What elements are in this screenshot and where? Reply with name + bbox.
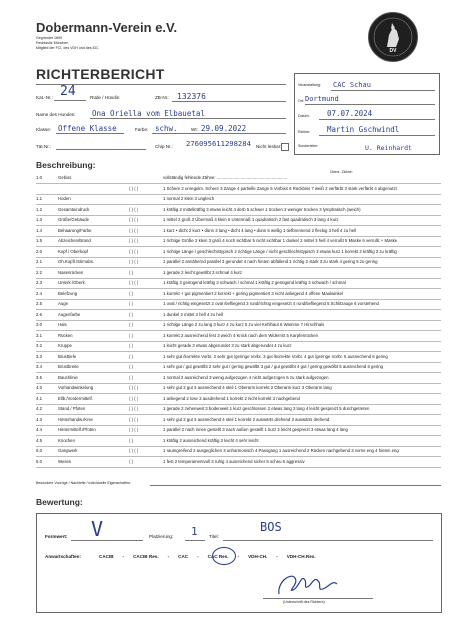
description-row — [36, 446, 441, 455]
row-label: Behaarung/Farbe — [58, 227, 92, 233]
row-label: Ellb./Vordermittelf. — [58, 395, 93, 401]
founded-line: Gegründet 1899 — [36, 36, 62, 40]
certificate-separator: - — [197, 554, 199, 559]
row-options: vollständig fehlende Zähne: ........................................................... — [163, 175, 288, 180]
row-label: Knochen — [58, 437, 75, 443]
row-options: 1 fest 2 temperamentvoll 3 ruhig 4 ausreichend sicher 5 scheu 6 aggressiv — [163, 458, 305, 464]
description-row — [36, 373, 441, 382]
row-number: 1.5 — [36, 238, 42, 243]
certificate-separator: - — [167, 554, 170, 559]
row-options: 1 anliegend 2 lose 3 ausdrehend 1 korrekt 2 nicht korrekt 3 nachgebend — [163, 395, 300, 401]
row-number: 4.2 — [36, 406, 42, 411]
birthdate-line — [152, 133, 286, 134]
row-number: 2.2 — [36, 269, 42, 275]
special-traits-label: Besondere Vorzüge / Nachteile / individuelle Eigenschaften: — [36, 481, 132, 485]
title-value: BOS — [260, 520, 282, 534]
row-checkbox-group[interactable]: ( ) — [129, 322, 134, 327]
placement-value: 1 — [191, 525, 198, 538]
certificate-option[interactable]: CACIB Res. — [133, 554, 159, 559]
description-row — [36, 247, 441, 256]
row-number: 3.5 — [36, 374, 42, 380]
row-label: Nasenrücken — [58, 269, 84, 275]
row-number: 5.0 — [36, 448, 42, 453]
row-separator — [36, 467, 441, 468]
certificates-list — [99, 554, 439, 559]
row-checkbox-group[interactable]: ( ) ( ) — [129, 385, 139, 390]
event-label: Veranstaltung: — [298, 83, 321, 87]
row-options: 1 parallel 2 annähernd parallel 3 gerundet 4 nach hinten abfallend 1 richtig 2 stark 3 zu stark 4 gering 5 zu gering — [163, 259, 378, 264]
club-logo — [368, 12, 418, 62]
description-row — [36, 194, 441, 203]
dog-name-value: Ona Oriella vom Elbauetal — [92, 109, 205, 118]
catalog-number-value: 24 — [60, 84, 76, 99]
stud-book-line — [172, 101, 286, 102]
row-label: Abzeichen/Brand — [58, 238, 91, 243]
row-checkbox-group[interactable]: ( ) — [129, 437, 134, 443]
stud-book-value: 132376 — [177, 92, 206, 101]
row-options: 1 leicht gerade 3 etwas abgerundet 3 zu stark abgerundet 4 zu kurz — [163, 343, 292, 348]
description-row — [36, 341, 441, 350]
row-options: 1 richtige Länge / geschlechtstypisch 2 richtige Länge / nicht geschlechtstypisch 3 etwas kurz 1 korrekt 2 kräftig 3 zu kräftig — [163, 248, 397, 254]
row-options: 1 kurz • dicht 2 kurz • dünn 3 lang • dicht 4 lang • dünn 5 wellig 1 tiefbrennend 2 fleckig 3 hell 4 zu hell — [163, 227, 357, 233]
class-label: Klasse: — [36, 127, 52, 132]
judge-label: Richter: — [298, 130, 311, 134]
description-row — [36, 205, 441, 214]
evaluation-title: Bewertung: — [36, 497, 83, 507]
row-number: 1.0 — [36, 175, 42, 180]
event-line — [331, 90, 435, 91]
chip-value: 276095611298284 — [186, 139, 251, 148]
description-row — [36, 383, 441, 392]
logo-letters: DV — [389, 48, 397, 54]
row-checkbox-group[interactable]: ( ) — [129, 374, 134, 380]
row-label: Hoden — [58, 196, 71, 201]
row-number: 2.6 — [36, 311, 42, 317]
description-row — [36, 394, 441, 403]
sex-label: Rüde / Hündin — [90, 95, 120, 100]
club-title: Dobermann-Verein e.V. — [36, 20, 178, 35]
row-label: Hinterhandw./Knie — [58, 416, 93, 422]
row-number: 4.4 — [36, 427, 42, 432]
row-options: 1 sehr gut /korrekte Vorbr. 2 sehr gut /geringe Vorbr. 3 gut /korrekte Vorbr. 4 gut /geringe Vorbr. 5 ausreichend 6 gering — [163, 353, 388, 359]
row-options: 1 Schere 2 unregelm. Schere 3 Zange 4 partielle Zange 5 Vorbiss 6 Rückbiss 7 weiß 2 verfärbt 3 stark verfärbt 4 abgenutzt — [163, 185, 397, 191]
description-row — [36, 289, 441, 298]
catalog-number-label: Kat.-Nr.: — [36, 95, 53, 100]
row-label: Hals — [58, 322, 67, 327]
row-checkbox-group[interactable]: ( ) ( ) — [129, 448, 139, 453]
certificate-option[interactable]: CAC Res. — [207, 554, 229, 559]
row-checkbox-group[interactable]: ( ) — [129, 290, 134, 296]
certificate-option[interactable]: VDH-CH.Res. — [286, 554, 316, 559]
judge-value: Martin Gschwindl — [327, 125, 400, 134]
date-line — [319, 119, 435, 120]
row-checkbox-group[interactable]: ( ) ( ) — [129, 395, 139, 401]
extra-teeth-label: Überz. Zähne: — [330, 170, 353, 174]
row-label: Gebiss — [58, 175, 72, 180]
row-number: 2.5 — [36, 301, 42, 306]
row-options: 1 richtige Länge 2 zu lang 3 kurz 4 zu kurz 5 zu viel Kehlhaut 6 Wamme 7 Hirschhals — [163, 322, 325, 327]
row-checkbox-group[interactable]: ( ) ( ) — [129, 238, 139, 243]
row-label: Kopf / Oberkopf — [58, 248, 89, 254]
row-checkbox-group[interactable]: ( ) — [129, 332, 134, 338]
row-label: Oh.Kopfl./Stirnabs. — [58, 259, 95, 264]
birthdate-label: Wt: — [191, 127, 198, 132]
certificates-label: Anwartschaften: — [45, 554, 81, 559]
certificate-separator: - — [276, 554, 278, 559]
row-options: 1 gerade 2 zehenweit 3 bodenweit 1 kurz geschlossen 2 etwas lang 3 lang 4 leicht gespreizt 5 durchgetreten — [163, 406, 370, 411]
row-options: 1 parallel 2 nach innen gestellt 3 nach außen gestellt 1 kurz 2 leicht gespreizt 3 etwas lang 4 lang — [163, 427, 348, 432]
certificate-option[interactable]: CAC — [178, 554, 189, 559]
row-number: 3.4 — [36, 364, 42, 369]
grade-line — [71, 540, 143, 541]
row-number: 3.0 — [36, 322, 42, 327]
row-options: 1 richtige Größe 2 klein 3 groß 4 noch sichtbar 5 nicht sichtbar 1 dunkel 2 mittel 3 hell 4 verrußt 5 Maske 6 verrußt + Maske — [163, 238, 398, 243]
description-row — [36, 310, 441, 319]
row-checkbox-group[interactable]: ( ) — [129, 343, 134, 348]
grade-label: Formwert: — [45, 534, 68, 539]
row-number: 1.3 — [36, 217, 42, 222]
row-label: Gangwerk — [58, 448, 78, 453]
row-options: 1 kräftig 2 mittelkräftig 3 etwas leicht 4 derb 5 schwer 1 trocken 2 weniger trocken 3 lymphatisch (weich) — [163, 206, 361, 212]
row-checkbox-group[interactable]: ( ) ( ) — [129, 206, 139, 212]
row-checkbox-group[interactable]: ( ) ( ) — [129, 248, 139, 254]
row-number: 4.0 — [36, 385, 42, 390]
row-options: 1 raumgreifend 2 ausgeglichen 3 unharmonisch 4 Passgang 1 ausreichend 2 Rücken nachgebend 3 vorne eng 4 hinten eng — [163, 448, 399, 453]
cac-circle — [212, 547, 236, 565]
description-row — [36, 173, 441, 182]
judge-line — [319, 135, 435, 136]
row-label: Größe/Gebäude — [58, 217, 90, 222]
row-options: 1 gerade 2 leicht gewölbt 3 schmal 4 kurz — [163, 269, 243, 275]
description-row — [36, 425, 441, 434]
title-line — [223, 540, 433, 541]
row-checkbox-group[interactable]: ( ) — [129, 364, 134, 369]
description-row — [36, 415, 441, 424]
row-number: 1.1 — [36, 196, 42, 201]
special-leader-label: Sonderleiter: — [298, 144, 319, 148]
row-options: 1 dunkel 2 mittel 3 hell 4 zu hell — [163, 311, 223, 317]
dog-name-label: Name des Hundes: — [36, 112, 76, 117]
unreadable-label: Nicht lesbar: — [256, 144, 282, 149]
row-label: Kruppe — [58, 343, 72, 348]
row-number: 4.1 — [36, 395, 42, 401]
row-checkbox-group[interactable]: ( ) ( ) — [129, 217, 139, 222]
row-checkbox-group[interactable]: ( ) ( ) — [129, 280, 139, 285]
row-label: Brusttiefe — [58, 353, 77, 359]
description-row — [36, 236, 441, 245]
row-checkbox-group[interactable]: ( ) ( ) — [129, 406, 139, 411]
row-label: Belefzung — [58, 290, 78, 296]
row-number: 3.1 — [36, 332, 42, 338]
place-line — [305, 104, 435, 105]
row-checkbox-group[interactable]: ( ) ( ) — [129, 427, 139, 432]
event-info-box — [294, 73, 440, 155]
row-options: 1 mittel 2 groß 3 Übermaß 4 klein 5 Untermaß 1 quadratisch 2 fast quadratisch 3 lang 4 kurz — [163, 217, 339, 222]
description-row — [36, 320, 441, 329]
row-label: Vorhandwinkelung — [58, 385, 94, 390]
row-checkbox-group[interactable]: ( ) — [129, 353, 134, 359]
membership-line: Mitglied der FCI, des VDH und des IDC — [36, 46, 99, 50]
certificate-separator: - — [237, 554, 240, 559]
birthdate-value: 29.09.2022 — [201, 124, 247, 133]
signature-label: (Unterschrift des Richters) — [283, 600, 325, 604]
row-number: 3.3 — [36, 353, 42, 359]
title-label: Titel: — [209, 534, 219, 539]
row-number: 6.0 — [36, 458, 42, 464]
row-number: 3.2 — [36, 343, 42, 348]
row-options: 1 normal 2 klein 3 ungleich — [163, 196, 215, 201]
row-options: 1 kräftig 2 ausreichend kräftig 3 leicht 4 sehr leicht — [163, 437, 259, 443]
unreadable-checkbox[interactable] — [281, 143, 289, 151]
evaluation-box — [36, 513, 442, 613]
chip-label: Chip Nr.: — [155, 144, 173, 149]
special-traits-line — [150, 485, 441, 486]
color-label: Farbe: — [135, 127, 149, 132]
row-checkbox-group[interactable]: ( ) ( ) — [129, 185, 139, 191]
row-number: 2.3 — [36, 280, 42, 285]
description-row — [36, 352, 441, 361]
description-row — [36, 404, 441, 413]
placement-label: Platzierung: — [149, 534, 174, 539]
row-options: 1 korrekt 2 ausreichend fest 3 weich 4 Knick nach dem Widerrist 5 Karpfenrücken — [163, 332, 319, 338]
row-number: 4.3 — [36, 416, 42, 422]
row-number: 2.0 — [36, 248, 42, 254]
row-checkbox-group[interactable]: ( ) ( ) — [129, 227, 139, 233]
description-title: Beschreibung: — [36, 160, 96, 170]
row-label: Auge — [58, 301, 69, 306]
row-number: 1.4 — [36, 227, 42, 233]
row-options: 1 normal 2 ausreichend 3 wenig aufgezogen 4 nicht aufgezogen 5 zu stark aufgezogen — [163, 374, 329, 380]
row-number: 1.2 — [36, 206, 42, 212]
row-number: 2.4 — [36, 290, 42, 296]
description-row — [36, 457, 441, 466]
row-checkbox-group[interactable]: ( ) ( ) — [129, 416, 139, 422]
seat-line: Rechtssitz München — [36, 41, 69, 45]
row-label: Brustbreite — [58, 364, 79, 369]
row-options: 1 korrekt + gut pigmentiert 2 korrekt + gering pigmentiert 3 nicht anliegend 4 offene Maulwinkel — [163, 290, 344, 296]
class-value: Offene Klasse — [58, 124, 117, 133]
description-row — [36, 362, 441, 371]
event-value: CAC Schau — [333, 81, 371, 89]
special-leader-value: U. Reinhardt — [365, 144, 412, 152]
grade-value: V — [91, 517, 104, 541]
description-row — [36, 299, 441, 308]
date-value: 07.07.2024 — [327, 109, 373, 118]
description-row — [36, 268, 441, 277]
row-options: 1 sehr gut 2 gut 3 ausreichend 4 steil 1 korrekt 2 auswärts drehend 3 auswärts drehend — [163, 416, 330, 422]
row-checkbox-group[interactable]: ( ) — [129, 269, 134, 275]
certificate-option[interactable]: CACIB — [99, 554, 114, 559]
row-label: Bauchlinie — [58, 374, 78, 380]
dog-name-line — [90, 118, 286, 119]
description-row — [36, 226, 441, 235]
row-label: Rücken — [58, 332, 73, 338]
judge-signature — [273, 566, 343, 600]
row-label: Wesen — [58, 458, 72, 464]
description-row — [36, 257, 441, 266]
row-label: Stand / Pfoten — [58, 406, 86, 411]
row-options: 1 sehr gut 2 gut 3 ausreichend 4 steil 1 Oberarm korrekt 2 Oberarm kurz 3 Oberarm lang — [163, 385, 332, 390]
row-checkbox-group[interactable]: ( ) — [129, 311, 134, 317]
row-label: Hintermittelf./Pfoten — [58, 427, 96, 432]
row-options: 1 oval / richtig eingesetzt 2 oval /tiefliegend 3 rund/richtig eingesetzt 4 rund/tiefliegend 5 Schlitzauge 6 vorstehend — [163, 301, 379, 306]
description-row — [36, 215, 441, 224]
description-row — [36, 278, 441, 287]
signature-line — [263, 598, 373, 599]
row-number: 2.1 — [36, 259, 42, 264]
description-row — [36, 331, 441, 340]
stud-book-label: ZB-Nr.: — [155, 95, 170, 100]
row-checkbox-group[interactable]: ( ) — [129, 301, 134, 306]
row-options: 1 kräftig 2 genügend kräftig 3 schwach / schmal 1 kräftig 2 genügend kräftig 3 schwach / schmal — [163, 280, 346, 285]
class-line — [56, 133, 124, 134]
catalog-number-line — [54, 100, 86, 101]
row-options: 1 sehr gut / gut gewölbt 2 sehr gut / gering gewölbt 3 gut / gut gewölbt 4 gut / gering gewölbt 5 ausreichend 6 gering — [163, 364, 384, 369]
placement-line — [185, 540, 205, 541]
row-label: Gesamteindruck — [58, 206, 90, 212]
place-value: Dortmund — [305, 95, 339, 103]
row-number: 4.5 — [36, 437, 42, 443]
tattoo-label: Tät.Nr.: — [36, 144, 52, 149]
date-label: Datum: — [298, 114, 310, 118]
row-label: Unterk./Oberk. — [58, 280, 86, 285]
report-title: RICHTERBERICHT — [36, 66, 165, 82]
row-checkbox-group[interactable]: ( ) ( ) — [129, 259, 139, 264]
color-value: schw. — [155, 124, 178, 133]
description-row — [36, 184, 441, 193]
row-label: Augenfarbe — [58, 311, 81, 317]
tattoo-line — [56, 149, 146, 150]
certificate-option[interactable]: VDH-CH. — [248, 554, 268, 559]
place-label: Ort: — [298, 99, 304, 103]
certificate-separator: - — [122, 554, 125, 559]
description-row — [36, 436, 441, 445]
row-checkbox-group[interactable]: ( ) — [129, 458, 134, 464]
